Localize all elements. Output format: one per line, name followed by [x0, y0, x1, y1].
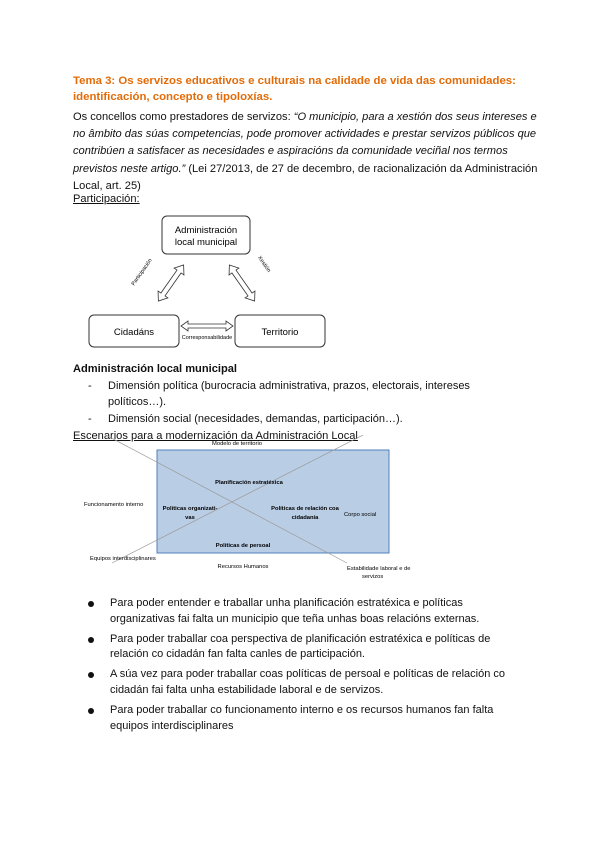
- admin-label-1: Administración: [174, 225, 238, 236]
- scenarios-title: Escenarios para a modernización da Administración Local: [73, 430, 358, 442]
- list-item: - Dimensión social (necesidades, demandas, participación…).: [88, 412, 508, 428]
- intro-lead: Os concellos como prestadores de servizos:: [73, 111, 294, 123]
- intro-quote: “O municipio, para a xestión dos seus intereses e no âmbito das súas competencias, pode promover actividades e prestar servizos públicos que contribúen a satisfacer as necesidades e aspiracións da comunidade veciñal nos termos previstos neste artigo.”: [73, 111, 537, 175]
- label-bottom-right-1: Estabilidade laboral e de: [347, 566, 411, 572]
- left-arrow-label: Participación: [130, 257, 154, 288]
- label-planning: Planificación estratéxica: [215, 480, 283, 486]
- label-org-policy-1: Políticas organizati-: [162, 506, 218, 512]
- admin-label-2: local municipal: [174, 237, 238, 248]
- label-right: Corpo social: [344, 512, 377, 518]
- bottom-arrow-label: Corresponsabilidade: [181, 335, 233, 341]
- page-title: Tema 3: Os servizos educativos e culturais na calidade de vida das comunidades: identificación, concepto e tipoloxías.: [73, 75, 516, 103]
- list-item: Para poder entender e traballar unha planificación estratéxica e políticas organizativas fai falta un municipio que teña unhas boas relacións externas.: [86, 596, 526, 628]
- label-relation-2: cidadanía: [291, 515, 319, 521]
- admin-dimensions-list: [88, 379, 508, 430]
- admin-title: Administración local municipal: [73, 363, 237, 375]
- bottom-double-arrow: [181, 321, 233, 331]
- participation-diagram: [85, 213, 345, 348]
- list-item: Para poder traballar coa perspectiva de planificación estratéxica e políticas de relación co cidadán fan falta canles de participación.: [86, 632, 526, 664]
- label-left: Funcionamento interno: [84, 502, 144, 508]
- intro-citation: (Lei 27/2013, de 27 de decembro, de racionalización da Administración Local, art. 25): [73, 162, 538, 192]
- list-item: - Dimensión política (burocracia administrativa, prazos, electorais, intereses políticos…).: [88, 379, 508, 410]
- label-relation-1: Políticas de relación coa: [271, 506, 339, 512]
- label-inner-top: Modelo de territorio: [212, 441, 262, 447]
- citizens-label: Cidadáns: [113, 327, 155, 338]
- label-bottom-left: Equipos interdisciplinares: [90, 556, 156, 562]
- conclusions-list: [86, 596, 526, 738]
- label-bottom-right-2: servizos: [362, 574, 384, 580]
- intro-paragraph: [73, 109, 543, 195]
- scenarios-diagram: [80, 435, 430, 580]
- label-org-policy-2: vas: [185, 515, 195, 521]
- territory-label: Territorio: [261, 327, 299, 338]
- quadrant-box: [157, 450, 389, 553]
- right-arrow-label: Xestión: [256, 255, 272, 274]
- participation-title: Participación:: [73, 193, 140, 205]
- left-double-arrow: [153, 262, 188, 305]
- right-double-arrow: [224, 262, 259, 305]
- label-bottom-center: Recursos Humanos: [217, 564, 269, 570]
- label-personnel: Políticas de persoal: [215, 543, 271, 549]
- list-item: Para poder traballar co funcionamento interno e os recursos humanos fan falta equipos interdisciplinares: [86, 703, 526, 735]
- list-item: A súa vez para poder traballar coas políticas de persoal e políticas de relación co cidadán fai falta unha estabilidade laboral e de servizos.: [86, 667, 526, 699]
